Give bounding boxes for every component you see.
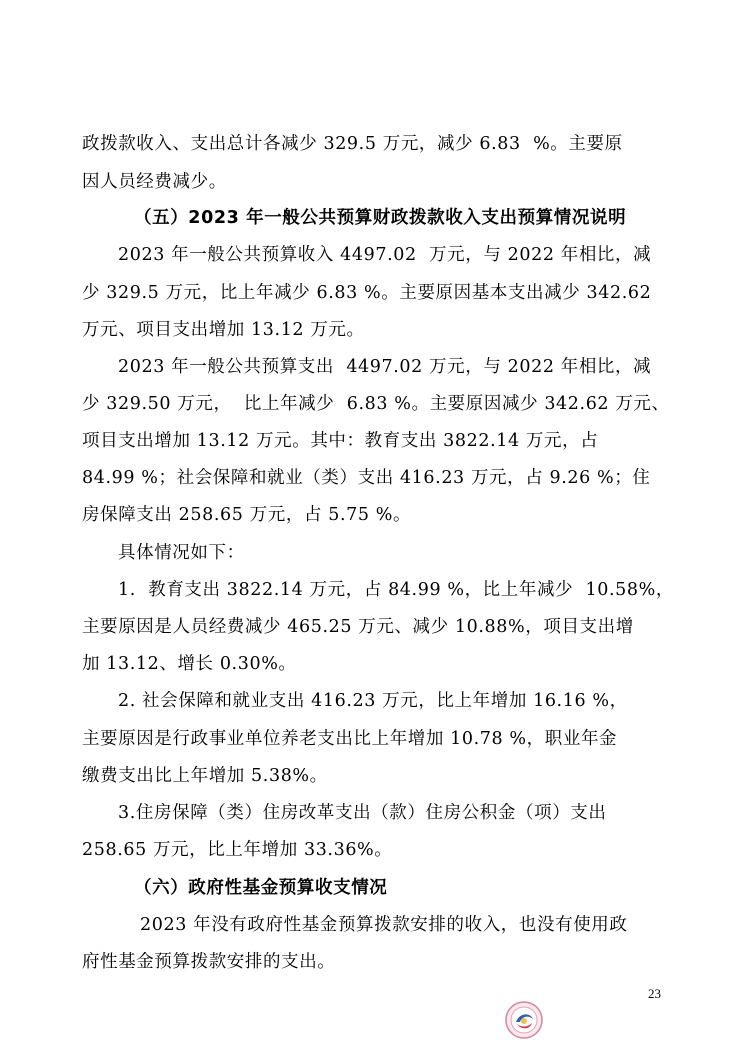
text-line: 84.99 %；社会保障和就业（类）支出 416.23 万元，占 9.26 %；住 xyxy=(82,468,651,488)
text-line: 2023 年一般公共预算支出 4497.02 万元，与 2022 年相比，减 xyxy=(118,357,652,377)
emblem-seal-icon xyxy=(504,1000,544,1040)
page-number: 23 xyxy=(648,986,661,1001)
text-line: 258.65 万元，比上年增加 33.36%。 xyxy=(82,840,393,860)
text-line: 政拨款收入、支出总计各减少 329.5 万元，减少 6.83 %。主要原 xyxy=(82,134,623,154)
text-line: 少 329.5 万元，比上年减少 6.83 %。主要原因基本支出减少 342.62 xyxy=(82,283,652,303)
section-heading-5: （五）2023 年一般公共预算财政拨款收入支出预算情况说明 xyxy=(134,208,627,228)
text-line: 2. 社会保障和就业支出 416.23 万元，比上年增加 16.16 %， xyxy=(118,691,628,711)
text-line: 3.住房保障（类）住房改革支出（款）住房公积金（项）支出 xyxy=(118,803,607,823)
text-line: 万元、项目支出增加 13.12 万元。 xyxy=(82,320,365,340)
text-line: 房保障支出 258.65 万元，占 5.75 %。 xyxy=(82,505,412,525)
text-line: 具体情况如下： xyxy=(118,543,245,563)
text-line: 1. 教育支出 3822.14 万元，占 84.99 %，比上年减少 10.58%， xyxy=(118,580,674,600)
text-line: 因人员经费减少。 xyxy=(82,172,227,192)
text-line: 府性基金预算拨款安排的支出。 xyxy=(82,952,336,972)
text-line: 缴费支出比上年增加 5.38%。 xyxy=(82,766,328,786)
text-line: 2023 年没有政府性基金预算拨款安排的收入，也没有使用政 xyxy=(140,915,628,935)
text-line: 主要原因是行政事业单位养老支出比上年增加 10.78 %，职业年金 xyxy=(82,729,618,749)
text-line: 2023 年一般公共预算收入 4497.02 万元，与 2022 年相比，减 xyxy=(118,245,652,265)
text-line: 加 13.12、增长 0.30%。 xyxy=(82,654,297,674)
text-line: 主要原因是人员经费减少 465.25 万元、减少 10.88%，项目支出增 xyxy=(82,617,634,637)
text-line: 项目支出增加 13.12 万元。其中：教育支出 3822.14 万元，占 xyxy=(82,431,599,451)
section-heading-6: （六）政府性基金预算收支情况 xyxy=(134,878,388,898)
text-line: 少 329.50 万元， 比上年减少 6.83 %。主要原因减少 342.62 万元、 xyxy=(82,394,670,414)
